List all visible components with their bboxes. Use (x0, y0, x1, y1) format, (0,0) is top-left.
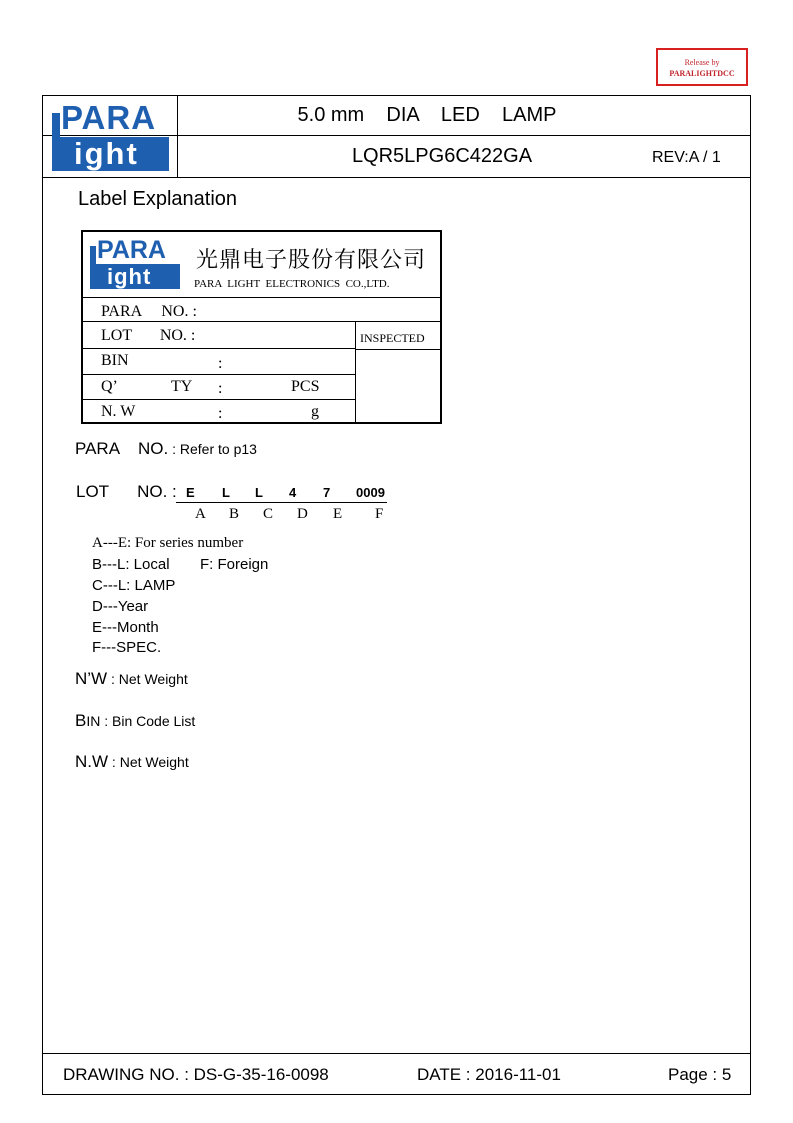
para-no-text: : Refer to p13 (168, 441, 257, 457)
label-logo (90, 238, 182, 290)
label-para-no: PARA NO. : (101, 303, 197, 320)
document-date: DATE : 2016-11-01 (417, 1065, 561, 1084)
note-nw2-text: : Net Weight (108, 754, 189, 770)
release-stamp (656, 48, 748, 86)
note-nw-label: N’W (75, 669, 108, 688)
legend-f-foreign: F: Foreign (200, 556, 269, 573)
page-number: Page : 5 (668, 1065, 732, 1084)
note-nw (75, 669, 188, 689)
logo-para-text: PARA (61, 99, 157, 136)
lot-code-e: E (186, 485, 195, 500)
legend-d: D---Year (92, 598, 149, 615)
label-qty: Q’ (101, 378, 118, 395)
lot-letter-f: F (375, 506, 384, 522)
lot-code-0009: 0009 (356, 485, 385, 500)
lot-letter-c: C (263, 506, 274, 522)
footer-top-line (42, 1053, 751, 1054)
note-nw2 (75, 752, 189, 772)
label-nw-g: g (311, 403, 319, 420)
logo-light-text: ight (52, 137, 169, 171)
legend-e: E---Month (92, 619, 159, 636)
note-bin-label-b: B (75, 711, 87, 730)
stamp-line1: Release by (684, 58, 720, 67)
lot-code-7: 7 (323, 485, 331, 500)
label-bin: BIN (101, 352, 129, 369)
label-qty-ty: TY (171, 378, 193, 395)
paralight-logo (52, 101, 170, 173)
lot-letter-b: B (229, 506, 240, 522)
part-number: LQR5LPG6C422GA (351, 145, 533, 167)
footer-bottom-line (42, 1094, 751, 1095)
para-no-label: PARA NO. (75, 439, 169, 458)
label-bin-colon: : (218, 355, 223, 372)
label-nw-colon: : (218, 405, 223, 422)
drawing-number: DRAWING NO. : DS-G-35-16-0098 (63, 1065, 329, 1084)
company-name-en: PARA LIGHT ELECTRONICS CO.,LTD. (194, 278, 390, 290)
para-no-line (75, 439, 257, 459)
stamp-line2: PARALIGHTDCC (669, 69, 735, 78)
legend-c: C---L: LAMP (92, 577, 176, 594)
legend-b: B---L: Local (92, 556, 170, 573)
document-title: 5.0 mm DIA LED LAMP (297, 104, 557, 126)
lot-no-label: LOT NO. : (76, 482, 177, 501)
lot-code-l1: L (222, 485, 230, 500)
note-bin-label-rest: IN (86, 713, 101, 729)
legend-f: F---SPEC. (92, 639, 162, 656)
label-lot-no: LOT NO. : (101, 327, 196, 344)
lot-code-4: 4 (289, 485, 297, 500)
note-nw-text: : Net Weight (107, 671, 188, 687)
note-bin-text: : Bin Code List (100, 713, 196, 729)
label-nw: N. W (101, 403, 136, 420)
note-bin (75, 711, 195, 731)
lot-underline (176, 502, 387, 503)
label-qty-pcs: PCS (291, 378, 320, 395)
label-inspected: INSPECTED (360, 331, 425, 345)
legend-a-e: A---E: For series number (92, 535, 244, 551)
label-logo-light: ight (90, 264, 180, 289)
label-logo-para: PARA (97, 236, 166, 264)
company-name-cn: 光鼎电子股份有限公司 (196, 248, 427, 273)
header-bottom-line (42, 177, 751, 178)
section-title: Label Explanation (78, 188, 238, 210)
lot-code-l2: L (255, 485, 263, 500)
lot-letter-e: E (333, 506, 343, 522)
note-nw2-label: N.W (75, 752, 109, 771)
lot-letter-d: D (297, 506, 308, 522)
label-sample (81, 230, 442, 424)
revision: REV:A / 1 (652, 149, 721, 166)
label-qty-colon: : (218, 380, 223, 397)
lot-letter-a: A (195, 506, 206, 522)
